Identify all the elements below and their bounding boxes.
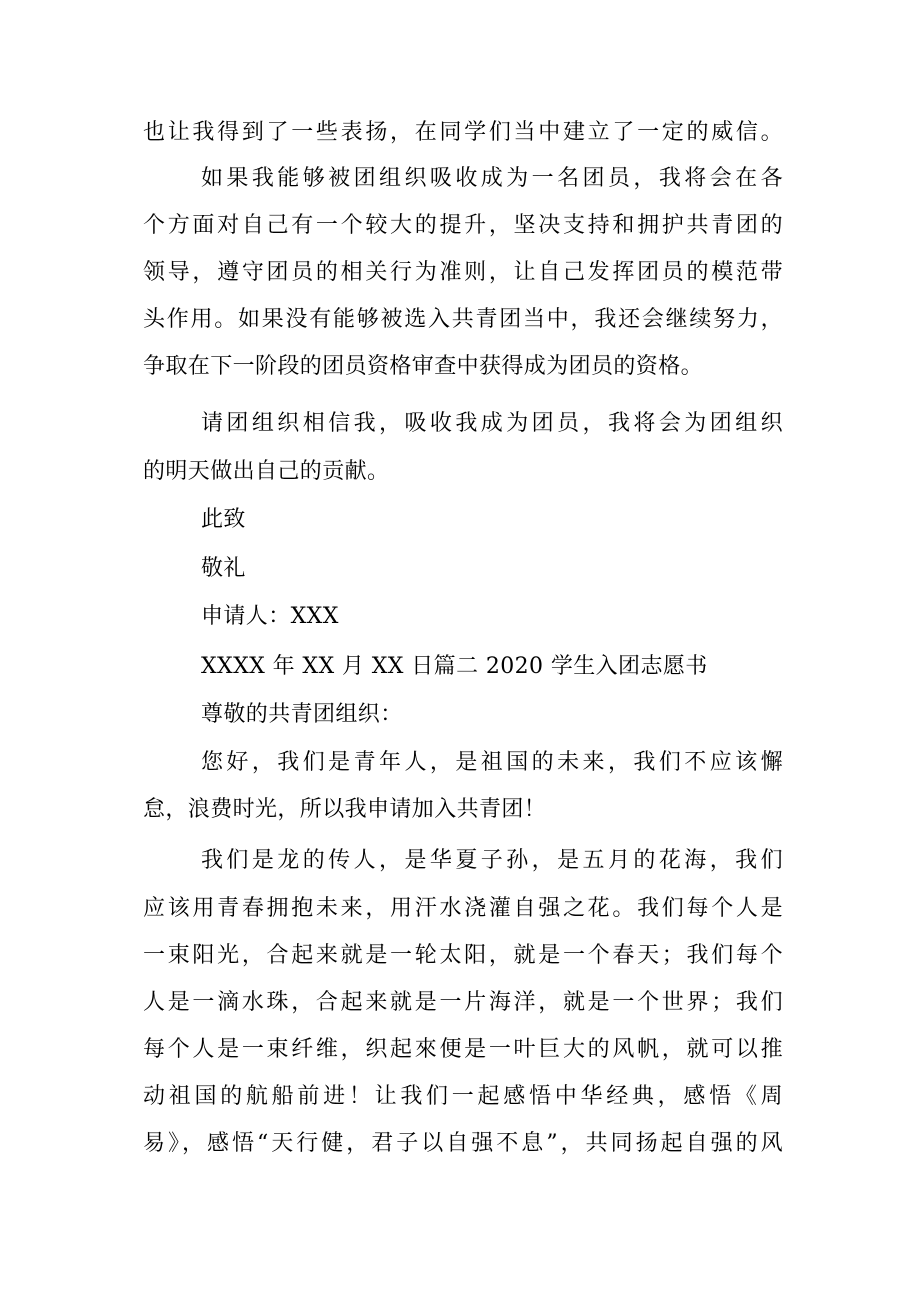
text-line: 易》，感悟“天行健，君子以自强不息”，共同扬起自强的风 (143, 1131, 783, 1156)
text-line: 头作用。如果没有能够被选入共青团当中，我还会继续努力， (143, 307, 783, 332)
date-and-section-title: XXXX 年 XX 月 XX 日篇二 2020 学生入团志愿书 (201, 654, 708, 679)
text-line: 的明天做出自己的贡献。 (143, 459, 390, 484)
text-line: 一束阳光，合起来就是一轮太阳，就是一个春天；我们每个 (143, 943, 783, 968)
text-line: 动祖国的航船前进！让我们一起感悟中华经典，感悟《周 (143, 1084, 783, 1109)
text-line: 应该用青春拥抱未来，用汗水浇灌自强之花。我们每个人是 (143, 896, 783, 921)
text-line: 您好，我们是青年人，是祖国的未来，我们不应该懈 (201, 750, 783, 775)
closing-salutation: 此致 (201, 507, 246, 532)
text-line: 如果我能够被团组织吸收成为一名团员，我将会在各 (201, 166, 783, 191)
text-line: 请团组织相信我，吸收我成为团员，我将会为团组织 (201, 411, 783, 436)
text-line: 我们是龙的传人，是华夏子孙，是五月的花海，我们 (201, 848, 783, 873)
applicant-line: 申请人：XXX (201, 604, 339, 629)
text-line: 争取在下一阶段的团员资格审查中获得成为团员的资格。 (143, 354, 704, 379)
text-line: 个方面对自己有一个较大的提升，坚决支持和拥护共青团的 (143, 213, 783, 238)
text-line: 每个人是一束纤维，织起來便是一叶巨大的风帆，就可以推 (143, 1037, 783, 1062)
text-line: 领导，遵守团员的相关行为准则，让自己发挥团员的模范带 (143, 260, 783, 285)
text-line: 人是一滴水珠，合起来就是一片海洋，就是一个世界；我们 (143, 990, 783, 1015)
closing-regards: 敬礼 (201, 556, 246, 581)
text-line: 怠，浪费时光，所以我申请加入共青团！ (143, 797, 547, 822)
text-line: 也让我得到了一些表扬，在同学们当中建立了一定的威信。 (143, 120, 783, 145)
greeting-line: 尊敬的共青团组织： (201, 702, 403, 727)
